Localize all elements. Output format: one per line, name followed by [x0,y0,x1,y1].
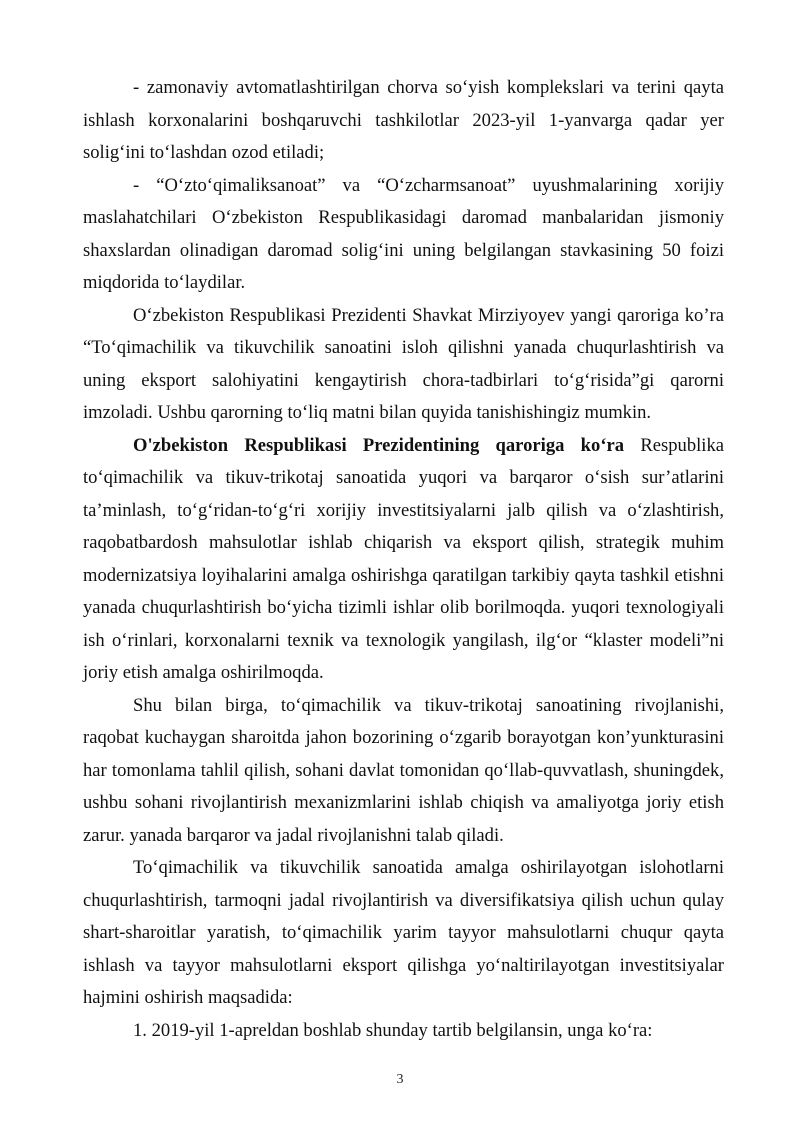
paragraph-1 [83,72,724,170]
paragraph-2-text: - “O‘zto‘qimaliksanoat” va “O‘zcharmsanoat” uyushmalarining xorijiy maslahatchilari O‘zbekiston Respublikasidagi daromad manbalaridan jismoniy shaxslardan olinadigan daromad solig‘ini uning belgilangan stavkasining 50 foizi miqdorida to‘laydilar. [83,174,724,293]
paragraph-3 [83,300,724,430]
page-number: 3 [396,1072,404,1087]
paragraph-5-text: Shu bilan birga, to‘qimachilik va tikuv-trikotaj sanoatining rivojlanishi, raqobat kuchaygan sharoitda jahon bozorining o‘zgarib borayotgan kon’yunkturasini har tomonlama tahlil qilish, sohani davlat tomonidan qo‘llab-quvvatlash, shuningdek, ushbu sohani rivojlantirish mexanizmlarini ishlab chiqish va amaliyotga joriy etish zarur. yanada barqaror va jadal rivojlanishni talab qiladi. [83,694,724,846]
document-body [83,72,724,1047]
paragraph-7-text: 1. 2019-yil 1-apreldan boshlab shunday tartib belgilansin, unga ko‘ra: [133,1019,653,1041]
paragraph-6 [83,852,724,1015]
paragraph-1-text: - zamonaviy avtomatlashtirilgan chorva so‘yish komplekslari va terini qayta ishlash korxonalarini boshqaruvchi tashkilotlar 2023-yil 1-yanvarga qadar yer solig‘ini to‘lashdan ozod etiladi; [83,77,724,163]
paragraph-4 [83,430,724,690]
paragraph-6-text: To‘qimachilik va tikuvchilik sanoatida amalga oshirilayotgan islohotlarni chuqurlashtirish, tarmoqni jadal rivojlantirish va diversifikatsiya qilish uchun qulay shart-sharoitlar yaratish, to‘qimachilik yarim tayyor mahsulotlarni chuqur qayta ishlash va tayyor mahsulotlarni eksport qilishga yo‘naltirilayotgan investitsiyalar hajmini oshirish maqsadida: [83,857,724,1008]
paragraph-2 [83,170,724,300]
paragraph-7 [83,1015,724,1048]
paragraph-5 [83,690,724,853]
paragraph-4-bold-lead: O'zbekiston Respublikasi Prezidentining qaroriga ko‘ra [133,434,625,456]
paragraph-3-text: O‘zbekiston Respublikasi Prezidenti Shavkat Mirziyoyev yangi qaroriga ko’ra “To‘qimachilik va tikuvchilik sanoatini isloh qilishni yanada chuqurlashtirish va uning eksport salohiyatini kengaytirish chora-tadbirlari to‘g‘risida”gi qarorni imzoladi. Ushbu qarorning to‘liq matni bilan quyida tanishishingiz mumkin. [83,304,724,423]
paragraph-4-text: Respublika to‘qimachilik va tikuv-trikotaj sanoatida yuqori va barqaror o‘sish sur’atlarini ta’minlash, to‘g‘ridan-to‘g‘ri xorijiy investitsiyalarni jalb qilish va o‘zlashtirish, raqobatbardosh mahsulotlar ishlab chiqarish va eksport qilish, strategik muhim modernizatsiya loyihalarini amalga oshirishga qaratilgan tarkibiy qayta tashkil etishni yanada chuqurlashtirish bo‘yicha tizimli ishlar olib borilmoqda. yuqori texnologiyali ish o‘rinlari, korxonalarni texnik va texnologik yangilash, ilg‘or “klaster modeli”ni joriy etish amalga oshirilmoqda. [83,434,724,683]
